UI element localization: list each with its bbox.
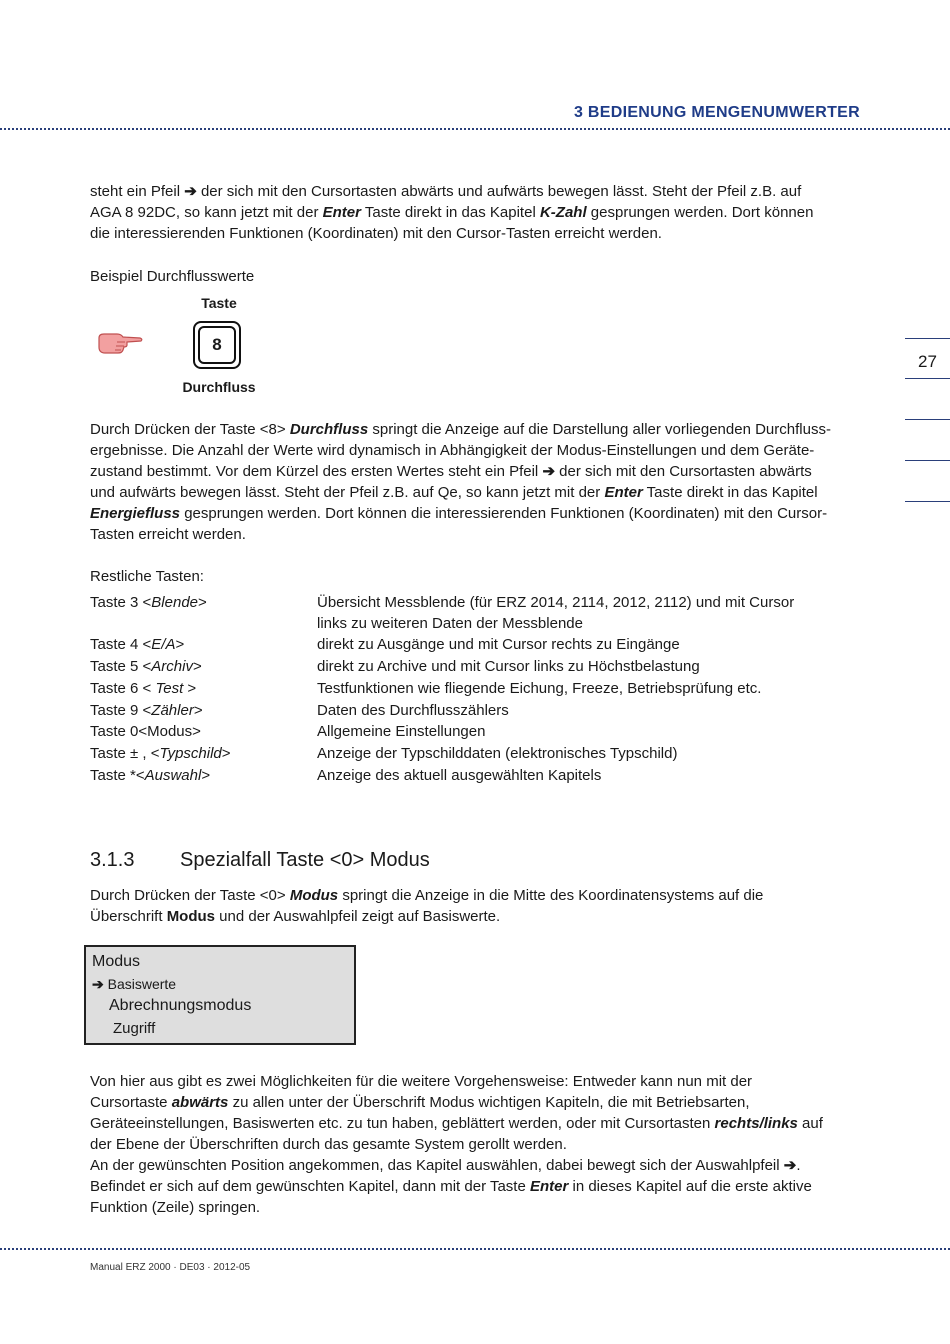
key-caption-bottom: Durchfluss bbox=[182, 379, 256, 395]
rest-keys-title: Restliche Tasten: bbox=[90, 568, 204, 585]
durchfluss-paragraph: Durch Drücken der Taste <8> Durchfluss springt die Anzeige auf die Darstellung aller vorliegenden Durchfluss- ergebnisse. Die Anzahl der Werte wird dynamisch in Abhängigkeit der Modus-Einstellungen und dem Geräte- zustand bestimmt. Vor dem Kürzel des ersten Wertes steht ein Pfeil ➔ der sich mit den Cursortasten abwärts und aufwärts bewegen lässt. Steht der Pfeil z.B. auf Qe, so kann jetzt mit der Enter Taste direkt in das Kapitel Energiefluss gesprungen werden. Dort können die interessierenden Funktionen (Koordinaten) mit den Cursor- Tasten erreicht werden. bbox=[90, 421, 831, 543]
chapter-title: 3 BEDIENUNG MENGENUMWERTER bbox=[573, 104, 860, 121]
example-title: Beispiel Durchflusswerte bbox=[90, 268, 255, 285]
section-paragraph: Durch Drücken der Taste <0> Modus springt die Anzeige in die Mitte des Koordinatensystems auf die Überschrift Modus und der Auswahlpfeil zeigt auf Basiswerte. bbox=[90, 887, 764, 925]
arrow-right-icon: ➔ bbox=[542, 463, 556, 480]
key-8-label: 8 bbox=[198, 326, 236, 364]
modus-display-title: Modus bbox=[92, 953, 141, 970]
modus-display-item: Zugriff bbox=[113, 1020, 156, 1037]
arrow-right-icon: ➔ bbox=[783, 1157, 797, 1174]
modus-display bbox=[84, 945, 356, 1045]
key-caption-top: Taste bbox=[201, 295, 237, 311]
outro-paragraph: Von hier aus gibt es zwei Möglichkeiten für die weitere Vorgehensweise: Entweder kann nun mit der Cursortaste abwärts zu allen unter der Überschrift Modus wichtigen Kapiteln, die mit Betriebsarten, Geräteeinstellungen, Basiswerten etc. zu tun haben, geblättert werden, oder mit Cursortasten rechts/links auf der Ebene der Überschriften durch das gesamte System gerollt werden. An der gewünschten Position angekommen, das Kapitel auswählen, dabei bewegt sich der Auswahlpfeil ➔. Befindet er sich auf dem gewünschten Kapitel, dann mit der Taste Enter in dieses Kapitel auf die erste aktive Funktion (Zeile) springen. bbox=[90, 1073, 823, 1216]
pointing-hand-icon bbox=[97, 330, 143, 356]
side-tab-line bbox=[905, 419, 950, 420]
arrow-right-icon: ➔ bbox=[92, 976, 104, 992]
header-divider bbox=[0, 128, 950, 130]
side-tab-line bbox=[905, 501, 950, 502]
footer-divider bbox=[0, 1248, 950, 1250]
footer-text: Manual ERZ 2000 · DE03 · 2012-05 bbox=[90, 1262, 251, 1273]
side-tab-line bbox=[905, 378, 950, 379]
page-number: 27 bbox=[918, 352, 937, 371]
key-8-button bbox=[193, 321, 241, 369]
modus-display-item: Abrechnungsmodus bbox=[109, 997, 252, 1014]
intro-paragraph: steht ein Pfeil ➔ der sich mit den Cursortasten abwärts und aufwärts bewegen lässt. Steht der Pfeil z.B. auf AGA 8 92DC, so kann jetzt mit der Enter Taste direkt in das Kapitel K-Zahl gesprungen werden. Dort können die interessierenden Funktionen (Koordinaten) mit den Cursor-Tasten erreicht werden. bbox=[90, 183, 814, 242]
modus-display-item-selected: ➔ Basiswerte bbox=[92, 976, 177, 992]
side-tab-line bbox=[905, 338, 950, 339]
section-heading: 3.1.3 Spezialfall Taste <0> Modus bbox=[90, 849, 430, 871]
side-tab-line bbox=[905, 460, 950, 461]
arrow-right-icon: ➔ bbox=[184, 183, 197, 200]
